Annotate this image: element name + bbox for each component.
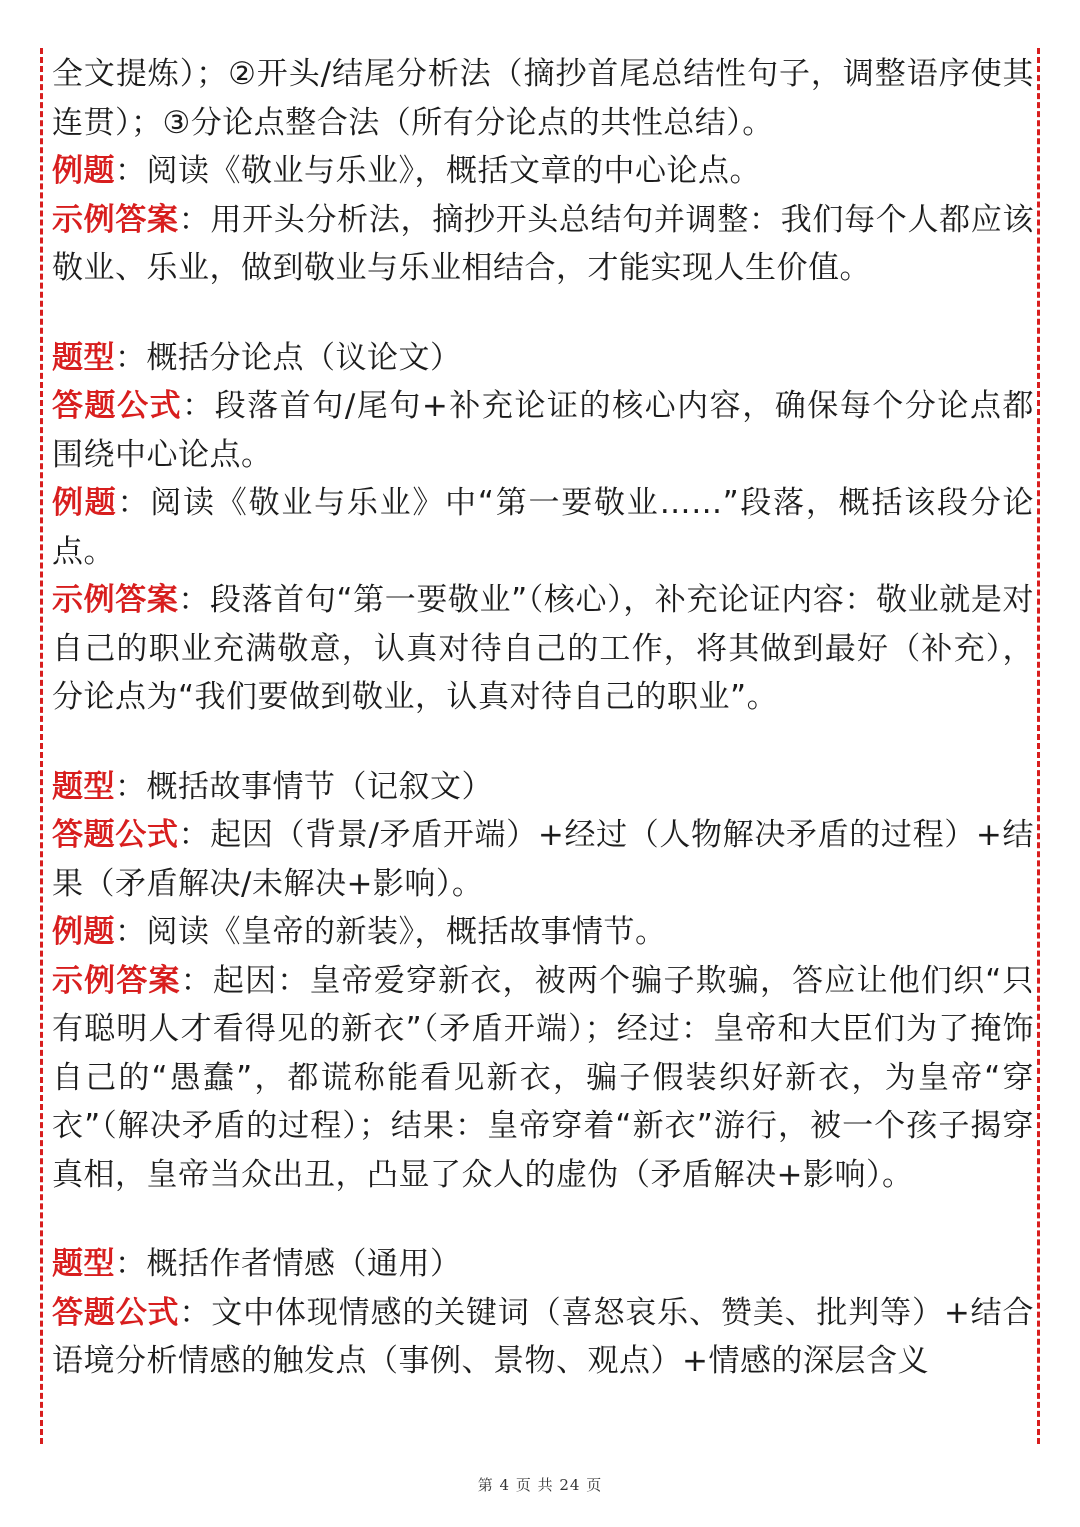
section-gap xyxy=(52,722,1034,763)
sec3-formula xyxy=(52,811,1034,908)
intro-text: 全文提炼）；②开头/结尾分析法（摘抄首尾总结性句子，调整语序使其连贯）；③分论点整合法（所有分论点的共性总结）。 xyxy=(52,56,1034,141)
sec1-example xyxy=(52,147,1034,196)
formula-label: 答题公式 xyxy=(52,817,179,853)
formula-text: ：文中体现情感的关键词（喜怒哀乐、赞美、批判等）+结合语境分析情感的触发点（事例、景物、观点）+情感的深层含义 xyxy=(52,1294,1034,1379)
answer-label: 示例答案 xyxy=(52,582,179,618)
sec4-formula xyxy=(52,1289,1034,1386)
type-text: ：概括分论点（议论文） xyxy=(115,339,462,376)
formula-text: ：起因（背景/矛盾开端）+经过（人物解决矛盾的过程）+结果（矛盾解决/未解决+影响）。 xyxy=(52,817,1034,902)
type-text: ：概括故事情节（记叙文） xyxy=(115,768,493,805)
sec1-answer xyxy=(52,196,1034,293)
sec3-answer xyxy=(52,957,1034,1200)
example-text: ：阅读《敬业与乐业》，概括文章的中心论点。 xyxy=(115,153,761,189)
example-text: ：阅读《敬业与乐业》中“第一要敬业……”段落，概括该段分论点。 xyxy=(52,485,1034,570)
type-label: 题型 xyxy=(52,339,115,376)
example-label: 例题 xyxy=(52,153,115,189)
type-label: 题型 xyxy=(52,768,115,805)
sec3-example xyxy=(52,908,1034,957)
formula-label: 答题公式 xyxy=(52,388,183,424)
sec2-formula xyxy=(52,382,1034,479)
type-label: 题型 xyxy=(52,1246,115,1282)
page-footer: 第 4 页 共 24 页 xyxy=(477,1476,603,1494)
example-text: ：阅读《皇帝的新装》，概括故事情节。 xyxy=(115,914,667,950)
answer-text: ：用开头分析法，摘抄开头总结句并调整：我们每个人都应该敬业、乐业，做到敬业与乐业相结合，才能实现人生价值。 xyxy=(52,201,1034,286)
type-text: ：概括作者情感（通用） xyxy=(115,1246,462,1282)
intro-paragraph xyxy=(52,50,1034,147)
right-dashed-border xyxy=(1037,48,1040,1444)
sec4-type xyxy=(52,1240,1034,1289)
section-gap xyxy=(52,293,1034,334)
section-gap xyxy=(52,1199,1034,1240)
left-dashed-border xyxy=(40,48,43,1444)
answer-text: ：起因：皇帝爱穿新衣，被两个骗子欺骗，答应让他们织“只有聪明人才看得见的新衣”（矛盾开端）；经过：皇帝和大臣们为了掩饰自己的“愚蠢”，都谎称能看见新衣，骗子假装织好新衣，为皇帝“穿衣”（解决矛盾的过程）；结果：皇帝穿着“新衣”游行，被一个孩子揭穿真相，皇帝当众出丑，凸显了众人的虚伪（矛盾解决+影响）。 xyxy=(52,962,1035,1193)
formula-text: ：段落首句/尾句+补充论证的核心内容，确保每个分论点都围绕中心论点。 xyxy=(52,388,1035,473)
answer-label: 示例答案 xyxy=(52,962,181,999)
example-label: 例题 xyxy=(52,485,118,521)
sec2-type xyxy=(52,334,1034,383)
sec2-answer xyxy=(52,576,1034,722)
formula-label: 答题公式 xyxy=(52,1294,180,1331)
answer-text: ：段落首句“第一要敬业”（核心），补充论证内容：敬业就是对自己的职业充满敬意，认真对待自己的工作，将其做到最好（补充），分论点为“我们要做到敬业，认真对待自己的职业”。 xyxy=(52,582,1034,715)
answer-label: 示例答案 xyxy=(52,201,179,238)
example-label: 例题 xyxy=(52,914,115,950)
document-body xyxy=(52,50,1034,1386)
sec2-example xyxy=(52,479,1034,576)
sec3-type xyxy=(52,763,1034,812)
